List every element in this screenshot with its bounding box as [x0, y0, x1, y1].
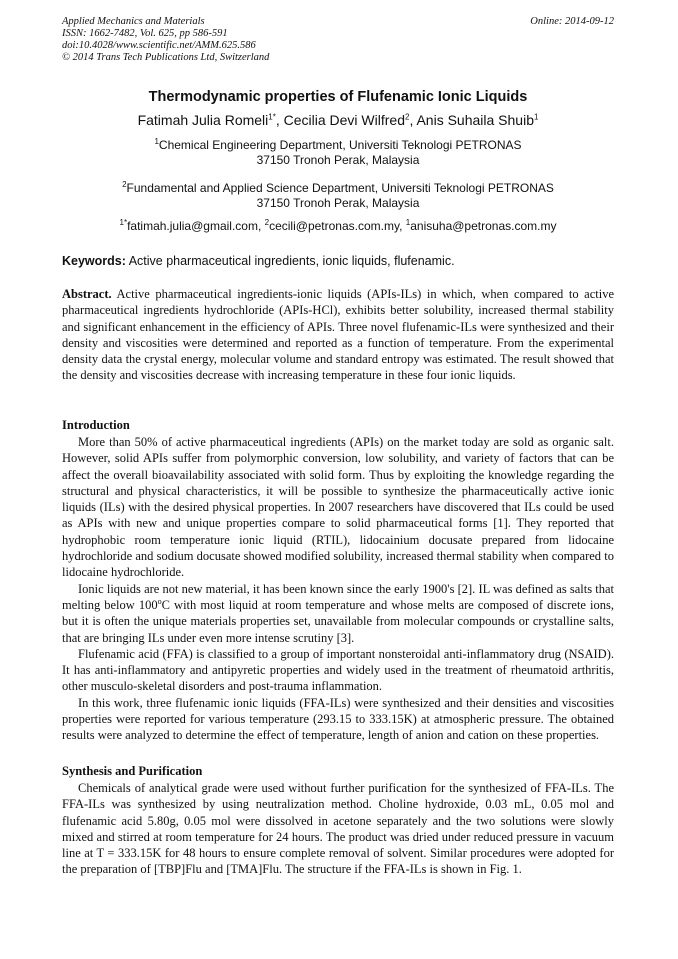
paragraph: [62, 581, 614, 646]
degree-mark: o: [157, 596, 162, 606]
keywords: [62, 254, 614, 268]
keywords-text: Active pharmaceutical ingredients, ionic liquids, flufenamic.: [125, 254, 455, 268]
email-address: cecili@petronas.com.my,: [269, 219, 406, 233]
affiliation-line: Chemical Engineering Department, Universiti Teknologi PETRONAS: [158, 138, 522, 152]
paper-title: Thermodynamic properties of Flufenamic Ionic Liquids: [148, 89, 528, 105]
affiliation-mark: 2: [122, 180, 127, 189]
online-date: Online: 2014-09-12: [530, 16, 614, 27]
journal-name: Applied Mechanics and Materials: [62, 16, 205, 27]
paragraph: Chemicals of analytical grade were used without further purification for the synthesized of FFA-ILs. The FFA-ILs was synthesized by using neutralization method. Choline hydroxide, 0.03 mL, 0.05 mol and flufenamic acid 5.80g, 0.05 mol were dissolved in acetone separately and the two solutions were slowly mixed and stirred at room temperature for 24 hours. The product was dried under reduced pressure in vacuum line at T = 333.15K for 48 hours to ensure complete removal of solvent. Similar procedures were adopted for the preparation of [TBP]Flu and [TMA]Flu. The structure if the FFA-ILs is shown in Fig. 1.: [62, 781, 614, 877]
abstract-text: Active pharmaceutical ingredients-ionic liquids (APIs-ILs) in which, when compared to active pharmaceutical ingredients hydrochloride (APIs-HCl), exhibits better solubility, increased thermal stability and significant enhancement in the efficiency of APIs. Three novel flufenamic-ILs were synthesized and their density and viscosities were determined and reported as a function of temperature. From the experimental density data the crystal energy, molecular volume and standard entropy was estimated. The result showed that the density and viscosities decrease with increasing temperature in these four ionic liquids.: [62, 287, 614, 383]
paragraph: Flufenamic acid (FFA) is classified to a group of important nonsteroidal anti-inflammatory drug (NSAID). It has anti-inflammatory and antipyretic properties and widely used in the treatment of rheumatoid arthritis, other musculo-skeletal disorders and post-trauma inflammation.: [62, 646, 614, 694]
affiliation-mark: 1: [154, 137, 159, 146]
author-name: Anis Suhaila Shuib: [416, 112, 534, 128]
affiliation-1: [62, 138, 614, 168]
abstract-label: Abstract.: [62, 287, 112, 301]
section-heading-synthesis: Synthesis and Purification: [62, 764, 203, 778]
introduction-body: [62, 434, 614, 744]
author-separator: ,: [275, 112, 284, 128]
affiliation-line: 37150 Tronoh Perak, Malaysia: [256, 153, 420, 167]
keywords-label: Keywords:: [62, 254, 126, 268]
journal-doi: doi:10.4028/www.scientific.net/AMM.625.586: [62, 40, 256, 51]
paragraph-text: Ionic liquids are not new material, it has been known since the early 1900's [2]. IL was defined as salts that melting below 100: [62, 581, 614, 612]
journal-issn: ISSN: 1662-7482, Vol. 625, pp 586-591: [62, 28, 228, 39]
journal-copyright: © 2014 Trans Tech Publications Ltd, Switzerland: [62, 52, 270, 63]
author-list: [62, 112, 614, 128]
synthesis-body: [62, 780, 614, 878]
email-list: [62, 219, 614, 234]
author-separator: ,: [409, 112, 417, 128]
author-name: Cecilia Devi Wilfred: [283, 112, 405, 128]
author-affiliation-mark: 1: [533, 112, 539, 122]
paragraph: In this work, three flufenamic ionic liquids (FFA-ILs) were synthesized and their densities and viscosities properties were reported for various temperature (293.15 to 333.15K) at atmospheric pressure. The obtained results were analyzed to determine the effect of temperature, length of anion and cation on these properties.: [62, 695, 614, 743]
paragraph-text: C with most liquid at room temperature and whose melts are composed of discrete ions, but it is often the unique materials properties set, unavailable from molecular compounds or crystalline salts, that are bringing ILs under even more intense scrutiny [3].: [62, 597, 614, 645]
section-heading-introduction: Introduction: [62, 418, 130, 432]
email-mark: 2: [264, 218, 270, 227]
affiliation-line: Fundamental and Applied Science Department, Universiti Teknologi PETRONAS: [126, 181, 554, 195]
email-mark: 1: [405, 218, 411, 227]
affiliation-2: [62, 181, 614, 211]
email-mark: 1*: [119, 218, 128, 227]
email-address: fatimah.julia@gmail.com,: [127, 219, 265, 233]
journal-header: [62, 16, 614, 64]
author-affiliation-mark: 2: [404, 112, 410, 122]
author-affiliation-mark: 1*: [268, 112, 276, 122]
affiliation-line: 37150 Tronoh Perak, Malaysia: [256, 196, 420, 210]
email-address: anisuha@petronas.com.my: [410, 219, 557, 233]
abstract: [62, 286, 614, 384]
author-name: Fatimah Julia Romeli: [137, 112, 269, 128]
paragraph: More than 50% of active pharmaceutical ingredients (APIs) on the market today are sold as organic salt. However, solid APIs suffer from polymorphic conversion, low solubility, and variety of factors that can be affect the overall bioavailability associated with solid form. Thus by exploiting the knowledge regarding the structural and physical characteristics, it will be possible to synthesize the pharmaceutically active ionic liquids (ILs) with the desired physical properties. In 2007 researchers have discovered that ILs could be used as APIs with new and unique properties compare to solid pharmaceutical forms [1]. They reported that hydrophobic room temperature ionic liquid (RTIL), lidocainium docusate prepared from lidocaine hydrochloride and sodium docusate showed modified solubility, increased thermal stability when compared to lidocaine hydrochloride.: [62, 435, 614, 580]
